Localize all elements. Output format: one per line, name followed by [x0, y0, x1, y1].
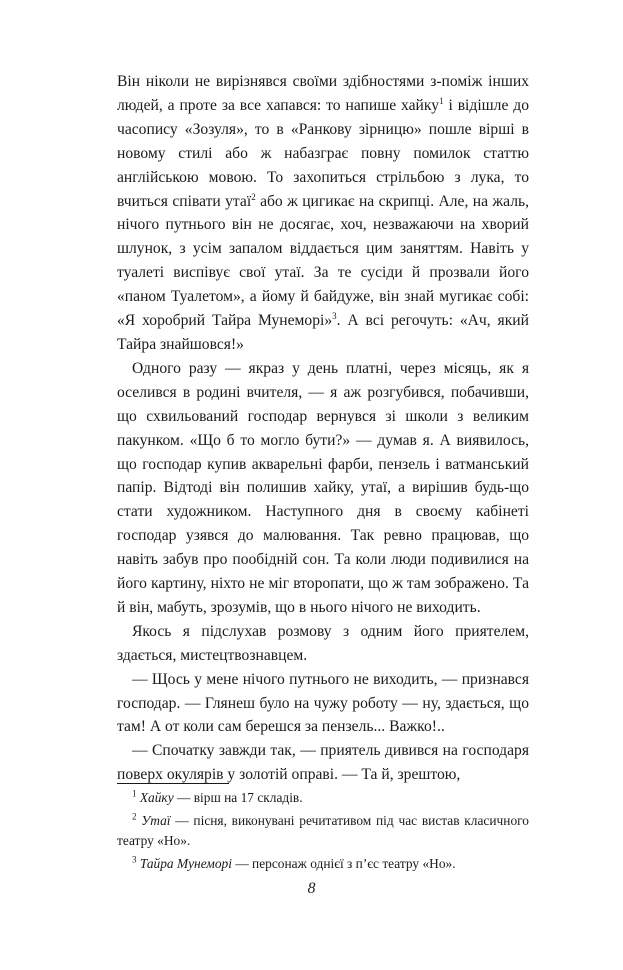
footnote-number: 2: [132, 811, 137, 822]
paragraph-4: — Щось у мене нічого путнього не виходить, — признався господар. — Глянеш було на чужу роботу — ну, здається, що там! А от коли сам берешся за пензель... Важко!..: [117, 670, 529, 736]
footnote-1: [117, 788, 529, 807]
footnote-term: Тайра Мунеморі: [139, 856, 232, 872]
footnote-ref-2: 2: [251, 191, 256, 202]
paragraph-1: [117, 70, 529, 357]
footnote-3: [117, 854, 529, 873]
footnotes: [117, 788, 529, 874]
paragraph-2: Одного разу — якраз у день платні, через місяць, як я оселився в родині вчителя, — я аж розгубився, побачивши, що схвильований господар вернувся зі школи з великим пакунком. «Що б то могло бути?» — думав я. А виявилось, що господар купив акварельні фарби, пензель і ватманський папір. Відтоді він полишив хайку, утаї, а вирішив будь-що стати художником. Наступного дня в своєму кабінеті господар узявся до малювання. Так ревно працював, що навіть забув про пообідній сон. Та коли люди подивилися на його картину, ніхто не міг второпати, що ж там зображено. Та й він, мабуть, зрозумів, що в нього нічого не виходить.: [117, 359, 529, 616]
footnote-separator: [117, 783, 229, 784]
footnote-text: — вірш на 17 складів.: [173, 790, 303, 805]
paragraph-3: Якось я підслухав розмову з одним його приятелем, здається, мистецтвознавцем.: [117, 622, 529, 664]
footnote-term: Хайку: [139, 790, 174, 805]
page-number: 8: [307, 880, 316, 897]
footnote-ref-3: 3: [332, 310, 337, 321]
p1-text-a: Він ніколи не вирізнявся своїми здібностями з-поміж інших людей, а проте за все хапався: то напише хайку: [117, 73, 529, 114]
footnote-2: [117, 811, 529, 850]
footnote-text: — пісня, виконувані речитативом під час вистав класичного театру «Но».: [117, 813, 529, 848]
p1-text-d: . А всі регочуть: «Ач, який Тайра знайшовся!»: [117, 312, 529, 353]
footnote-term: Утаї: [141, 813, 171, 829]
footnote-ref-1: 1: [439, 95, 444, 106]
paragraph-5: — Спочатку завжди так, — приятель дивився на господаря поверх окулярів у золотій оправі. — Та й, зрештою,: [117, 742, 529, 784]
p1-text-c: або ж цигикає на скрипці. Але, на жаль, нічого путнього він не досягає, хоч, незважаючи на хворий шлунок, з усім запалом віддається цим заняттям. Навіть у туалеті виспівує свої утаї. За те сусіди й прозвали його «паном Туалетом», а йому й байдуже, він знай мугикає собі: «Я хоробрий Тайра Мунеморі»: [117, 192, 529, 330]
footnote-number: 1: [132, 788, 137, 799]
footnote-text: — персонаж однієї з п’єс театру «Но».: [231, 856, 456, 872]
p1-text-b: і відішле до часопису «Зозуля», то в «Ранкову зірницю» пошле вірші в новому стилі або ж набазграє повну помилок статтю англійською мовою. То захопиться стрільбою з лука, то вчиться співати утаї: [117, 96, 529, 210]
main-text: [117, 70, 529, 787]
footnote-number: 3: [132, 854, 137, 865]
